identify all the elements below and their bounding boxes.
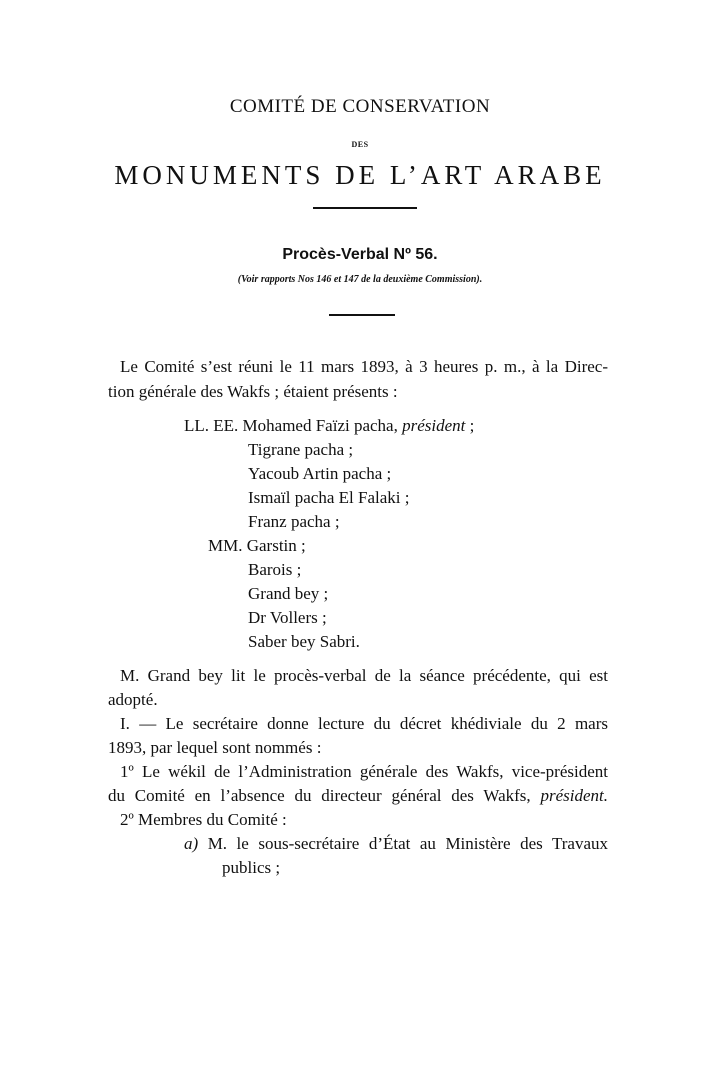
para-1-line-1: M. Grand bey lit le procès-verbal de la séance précédente, qui est [120,666,608,685]
attendee-item: Franz pacha ; [248,512,340,531]
attendee-president [184,416,474,436]
para-3-line-2 [108,786,608,806]
attendee-item: Dr Vollers ; [248,608,327,627]
attendee-item: Saber bey Sabri. [248,632,360,651]
intro-line-2: tion générale des Wakfs ; étaient présents : [108,382,398,401]
attendee-item: Barois ; [248,560,302,579]
para-1-line-2: adopté. [108,690,158,709]
para-2-line-2: 1893, par lequel sont nommés : [108,738,322,757]
attendee-item: Tigrane pacha ; [248,440,354,459]
para-4-line-1: 2º Membres du Comité : [120,810,287,829]
attendee-name: Garstin ; [246,536,306,555]
intro-line-1: Le Comité s’est réuni le 11 mars 1893, à 3 heures p. m., à la Direc- [120,357,608,376]
committee-title: COMITÉ DE CONSERVATION [229,96,491,117]
president-name: Mohamed Faïzi pacha, [242,416,398,435]
president-role: président [402,416,466,435]
proces-verbal-title: Procès-Verbal Nº 56. [282,246,438,263]
title-prefix-ll-ee: LL. EE. [184,416,239,435]
title-divider [313,207,417,209]
item-a-text: M. le sous-secrétaire d’État au Ministère des Travaux [207,834,608,853]
para-5-line-1 [184,834,608,854]
para-3-text: du Comité en l’absence du directeur général des Wakfs, [108,786,531,805]
attendee-item: Grand bey ; [248,584,329,603]
para-5-line-2: publics ; [222,858,281,877]
attendee-item: Ismaïl pacha El Falaki ; [248,488,410,507]
para-2-line-1: I. — Le secrétaire donne lecture du décret khédiviale du 2 mars [120,714,608,733]
proces-verbal-reference: (Voir rapports Nos 146 et 147 de la deuxième Commission). [237,274,483,285]
attendee-mm-first [208,536,306,556]
president-punct: ; [469,416,475,435]
attendee-item: Yacoub Artin pacha ; [248,464,392,483]
para-3-line-1: 1º Le wékil de l’Administration générale des Wakfs, vice-président [120,762,608,781]
title-connector: DES [351,140,369,149]
main-title: MONUMENTS DE L’ART ARABE [114,160,606,190]
title-prefix-mm: MM. [208,536,243,555]
para-3-role: président. [540,786,608,805]
section-divider [329,314,395,316]
item-label-a: a) [184,834,199,853]
